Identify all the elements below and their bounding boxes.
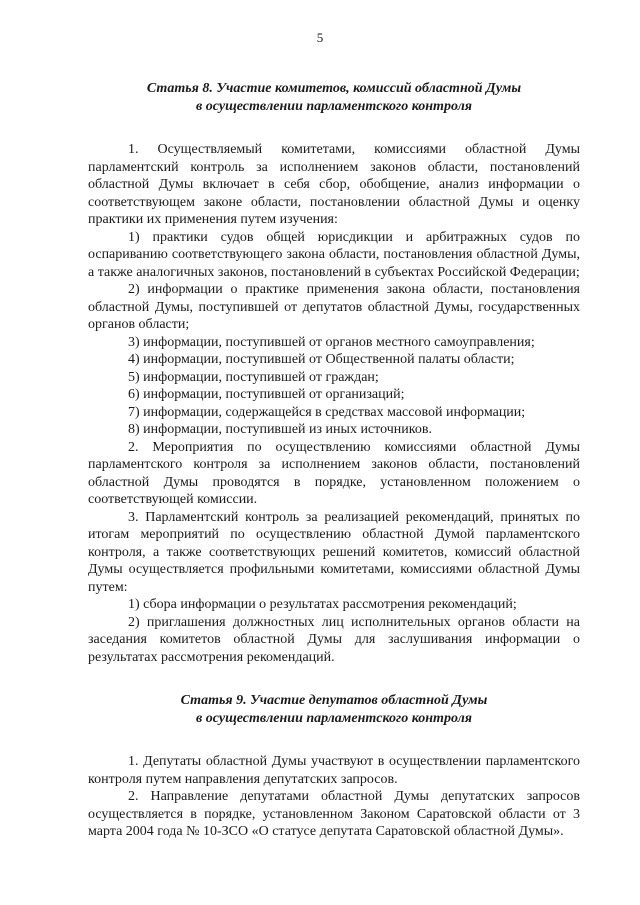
article-8-paragraph: 1) практики судов общей юрисдикции и арбитражных судов по оспариванию соответствующего закона области, постановления областной Думы, а также аналогичных законов, постановлений в субъектах Российской Федерации; bbox=[88, 229, 580, 280]
article-8-paragraph: 7) информации, содержащейся в средствах массовой информации; bbox=[128, 404, 526, 420]
document-body bbox=[88, 80, 580, 841]
article-8-paragraph: 1) сбора информации о результатах рассмотрения рекомендаций; bbox=[128, 597, 517, 612]
article-8-paragraph: 1. Осуществляемый комитетами, комиссиями областной Думы парламентский контроль за исполнением законов области, постановлений областной Думы включает в себя сбор, обобщение, анализ информации о соответствующем законе области, постановлении областной Думы и оценку практики их применения путем изучения: bbox=[88, 142, 580, 227]
article-8-paragraph: 6) информации, поступившей от организаций; bbox=[128, 387, 405, 402]
article-8-paragraph: 8) информации, поступившей из иных источников. bbox=[128, 422, 432, 437]
article-9-paragraph: 2. Направление депутатами областной Думы депутатских запросов осуществляется в порядке, установленном Законом Саратовской области от 3 марта 2004 года № 10-ЗСО «О статусе депутата Саратовской областной Думы». bbox=[88, 789, 580, 839]
article-8-paragraph: 4) информации, поступившей от Общественной палаты области; bbox=[128, 352, 515, 367]
article-9-heading-line-1: Статья 9. Участие депутатов областной Думы bbox=[180, 693, 488, 708]
article-8-heading-line-2: в осуществлении парламентского контроля bbox=[195, 98, 472, 114]
article-9-heading bbox=[88, 692, 580, 727]
page-number: 5 bbox=[316, 30, 324, 45]
article-8-paragraph: 5) информации, поступившей от граждан; bbox=[128, 369, 379, 385]
article-8-heading bbox=[88, 80, 580, 115]
article-8-paragraph: 2) приглашения должностных лиц исполнительных органов области на заседания комитетов областной Думы для заслушивания информации о результатах рассмотрения рекомендаций. bbox=[88, 614, 580, 665]
article-8-paragraph: 3. Парламентский контроль за реализацией рекомендаций, принятых по итогам мероприятий по осуществлению областной Думой парламентского контроля, а также соответствующих решений комитетов, комиссий областной Думы осуществляется профильными комитетами, комиссиями областной Думы путем: bbox=[88, 509, 580, 595]
article-9-heading-line-2: в осуществлении парламентского контроля bbox=[195, 710, 472, 726]
article-8-heading-line-1: Статья 8. Участие комитетов, комиссий областной Думы bbox=[146, 81, 522, 96]
article-8-paragraph: 3) информации, поступившей от органов местного самоуправления; bbox=[128, 334, 535, 350]
article-9-paragraph: 1. Депутаты областной Думы участвуют в осуществлении парламентского контроля путем направления депутатских запросов. bbox=[88, 754, 580, 787]
article-8-paragraph: 2) информации о практике применения закона области, постановления областной Думы, поступившей от депутатов областной Думы, государственных органов области; bbox=[88, 282, 580, 332]
article-8-paragraph: 2. Мероприятия по осуществлению комиссиями областной Думы парламентского контроля за исполнением законов области, постановлений областной Думы проводятся в порядке, установленном положением о соответствующей комиссии. bbox=[88, 439, 580, 507]
